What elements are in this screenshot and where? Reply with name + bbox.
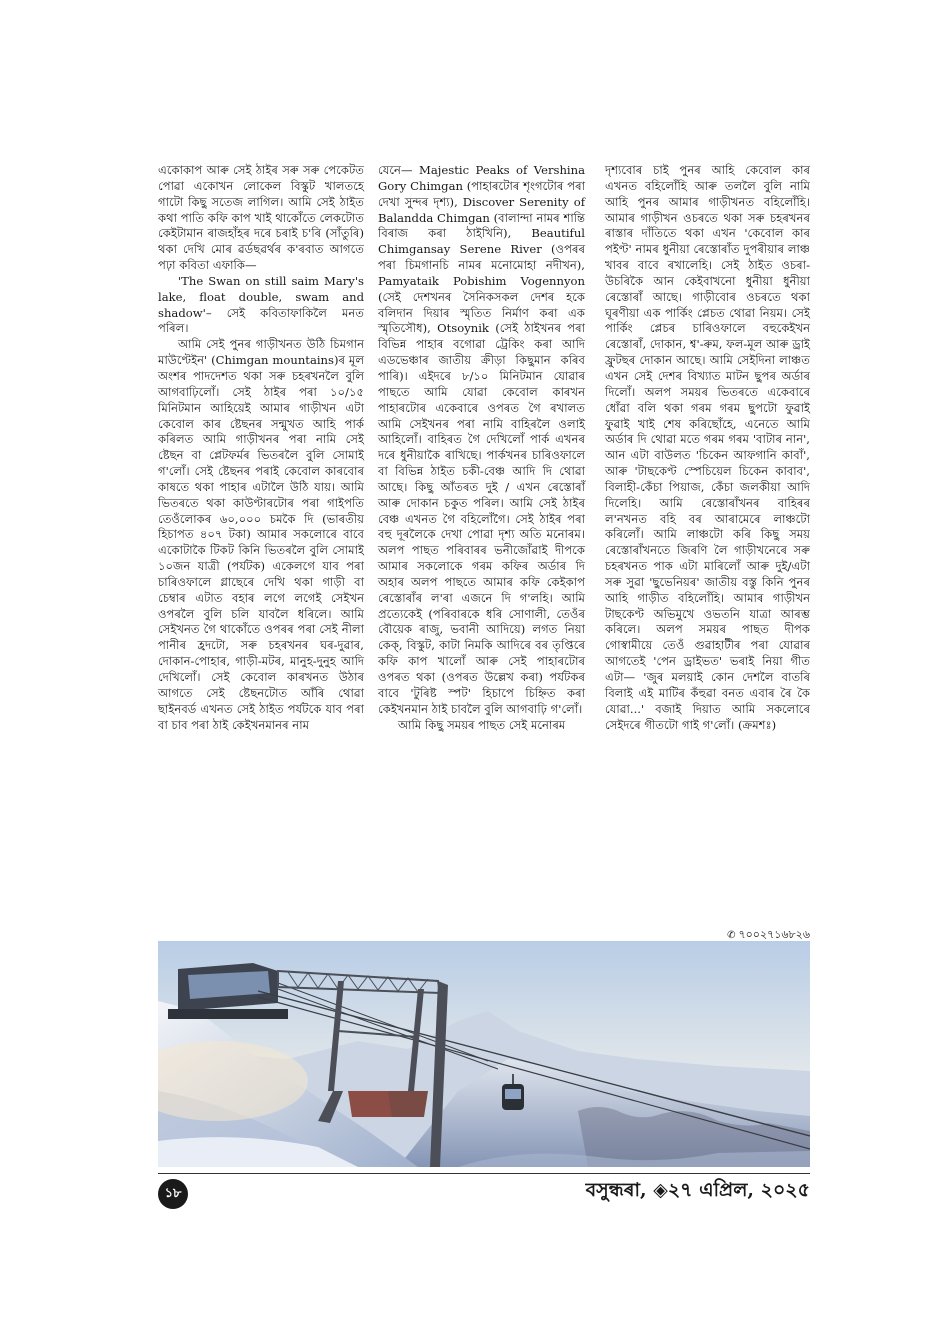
cable-car-photo (158, 941, 810, 1167)
footer-rule (158, 1173, 810, 1174)
publication-masthead: বসুন্ধৰা, ◈২৭ এপ্ৰিল, ২০২৫ (585, 1179, 810, 1201)
paragraph: 'The Swan on still saim Mary's lake, float double, swam and shadow'– সেই কবিতাফাকিলৈ মনত পৰিল। (158, 273, 364, 336)
article-column-3 (605, 163, 810, 733)
paragraph: আমি কিছু সময়ৰ পাছত সেই মনোৰম (398, 717, 566, 732)
article-column-2 (378, 163, 585, 733)
phone-number: ৭০০২৭১৬৮২৬ (738, 928, 810, 941)
paragraph: একোকাপ আৰু সেই ঠাইৰ সৰু সৰু পেকেটত পোৱা একোখন লোকেল বিস্কুট খালতহে গাটো কিছু সতেজ লাগিল। আমি সেই ঠাইত কথা পাতি কফি কাপ খাই থাকোঁতে লেকটোত কেইটামান ৰাজহাঁহৰ দৰে চৰাই চ'ৰি (সাঁতুৰি) থকা দেখি মোৰ ৱৰ্ডছৱৰ্থৰ ক'ৰবাত আগতে পঢ়া কবিতা এফাকি— (158, 163, 364, 273)
phone-icon: ✆ (727, 930, 736, 941)
paragraph: আমি সেই পুনৰ গাড়ীখনত উঠি চিমগান মাউণ্টেইন' (Chimgan mountains)ৰ মূল অংশৰ পাদদেশত থকা সৰু চহৰখনলৈ বুলি আগবাঢ়িলোঁ। সেই ঠাইৰ পৰা ১০/১৫ মিনিটমান আহিয়েই আমাৰ গাড়ীখন এটা কেবোল কাৰ ষ্টেছনৰ সন্মুখত আহি পাৰ্ক কৰিলত আমি গাড়ীখনৰ পৰা নামি সেই ষ্টেছন বা প্লেটফৰ্মৰ ভিতৰলৈ বুলি সোমাই গ'লোঁ। সেই ষ্টেছনৰ পৰাই কেবোল কাৰবোৰ কাষতে থকা পাহাৰ এটালৈ উঠি যায়। আমি ভিতৰতে থকা কাউণ্টাৰটোৰ পৰা গাইপতি তেওঁলোকৰ ৬০,০০০ চমকৈ দি (ভাৰতীয় হিচাপত ৪০৭ টকা) আমাৰ সকলোৰে বাবে একোটাকৈ টিকট কিনি ভিতৰলৈ বুলি সোমাই ১০জন যাত্ৰী (পৰ্যটক) একেলগে যাব পৰা চাৰিওফালে গ্লাছেৰে দেখি থকা গাড়ী বা চেম্বাৰ এটাত বহাৰ লগে লগেই সেইখন ওপৰলৈ বুলি চলি যাবলৈ ধৰিলে। আমি সেইখনত গৈ থাকোঁতে ওপৰৰ পৰা সেই নীলা পানীৰ হ্ৰদটো, সৰু চহৰখনৰ ঘৰ-দুৱাৰ, দোকান-পোহাৰ, গাড়ী-মটৰ, মানুহ-দুনুহ আদি দেখিলোঁ। সেই কেবোল কাৰখনত উঠাৰ আগতে সেই ষ্টেছনটোত আঁৰি থোৱা ছাইনবৰ্ড এখনত সেই ঠাইত পৰ্যটকে যাব পৰা বা চাব পৰা ঠাই কেইখনমানৰ নাম (158, 337, 364, 732)
page-number: ১৮ (158, 1179, 188, 1209)
paragraph: দৃশ্যবোৰ চাই পুনৰ আহি কেবোল কাৰ এখনত বহিলোঁহি আৰু তললৈ বুলি নামি আহি পুনৰ আমাৰ গাড়ীখনত বহিলোঁহি। আমাৰ গাড়ীখন ওচৰতে থকা সৰু চহৰখনৰ ৰাস্তাৰ দাঁতিতে থকা এখন 'কেবোল কাৰ পইণ্ট' নামৰ ধুনীয়া ৰেস্তোৰাঁত দুপৰীয়াৰ লাঞ্চ খাবৰ বাবে ৰখালেহি। সেই ঠাইত ওচৰা-উচৰিকৈ আন কেইবাখনো ধুনীয়া ধুনীয়া ৰেস্তোৰাঁ আছে। গাড়ীবোৰ ওচৰতে থকা ঘূৰণীয়া এক পাৰ্কিং প্লেচত থোৱা নিয়ম। সেই পাৰ্কিং প্লেচৰ চাৰিওফালে বহুকেইখন ৰেস্তোৰাঁ, দোকান, শ্ব'-ৰুম, ফল-মূল আৰু ড্ৰাই ফ্ৰুটছৰ দোকান আছে। আমি সেইদিনা লাঞ্চত এখন সেই দেশৰ বিখ্যাত মাটন ছুপৰ অৰ্ডাৰ দিলোঁ। অলপ সময়ৰ ভিতৰতে একেবাৰে ধোঁৱা বলি থকা গৰম গৰম ছুপটো ফুৱাই ফুৱাই খাই শেষ কৰিছোঁহে, এনেতে আমি অৰ্ডাৰ দি থোৱা মতে গৰম গৰম 'বাটাৰ নান', আন এটা বাউলত 'চিকেন আফগানি কাবাঁ', আৰু 'টাছকেণ্ট স্পেচিয়েল চিকেন কাবাব', বিলাহী-কেঁচা পিয়াজ, কেঁচা জলকীয়া আদি দিলেহি। আমি ৰেস্তোৰাঁখনৰ বাহিৰৰ ল'নখনত বহি বৰ আৰামেৰে লাঞ্চটো কৰিলোঁ। আমি লাঞ্চটো কৰি কিছু সময় ৰেস্তোৰাঁখনতে জিৰণি লৈ গাড়ীখনেৰে সৰু চহৰখনত পাক এটা মাৰিলোঁ আৰু দুই/এটা সৰু সুৱা 'ছুভেনিয়ৰ' জাতীয় বস্তু কিনি পুনৰ আহি গাড়ীত বহিলোঁহি। আমাৰ গাড়ীখন টাছকেণ্ট অভিমুখে ওভতনি যাত্ৰা আৰম্ভ কৰিলে। অলপ সময়ৰ পাছত দীপক গোস্বামীয়ে তেওঁ গুৱাহাটীৰ পৰা যোৱাৰ আগতেই 'পেন ড্ৰাইভত' ভৰাই নিয়া গীত এটা— 'জুৰ মলয়াই কোন দেশলৈ বাতৰি বিলাই এই মাটিৰ কঁহুৱা বনত এবাৰ ৰৈ কৈ যোৱা...' বজাই দিয়াত আমি সকলোৰে সেইদৰে গীতটো গাই গ'লোঁ। (ক্ৰমশঃ) (605, 163, 810, 732)
article-column-1 (158, 163, 364, 733)
paragraph: যেনে— Majestic Peaks of Vershina Gory Chimgan (পাহাৰটোৰ শৃংগটোৰ পৰা দেখা সুন্দৰ দৃশ্য), Discover Serenity of Balandda Chimgan (বালান্দা নামৰ শান্তি বিৰাজ কৰা ঠাইখিনি), Beautiful Chimgansay Serene River (ওপৰৰ পৰা চিমগানচি নামৰ মনোমোহা নদীখন), Pamyataik Pobishim Vogennyon (সেই দেশখনৰ সৈনিকসকল দেশৰ হকে বলিদান দিয়াৰ স্মৃতিত নিৰ্মাণ কৰা এক স্মৃতিসৌধ), Otsoynik (সেই ঠাইখনৰ পৰা বিভিন্ন পাহাৰ বগোৱা ট্ৰেকিং কৰা আদি এডভেঞ্চাৰ জাতীয় ক্ৰীড়া কিছুমান কৰিব পাৰি)। এইদৰে ৮/১০ মিনিটমান যোৱাৰ পাছতে আমি যোৱা কেবোল কাৰখন পাহাৰটোৰ একেবাৰে ওপৰত গৈ ৰখালত আমি সেইখনৰ পৰা নামি বাহিৰলৈ ওলাই আহিলোঁ। বাহিৰত গৈ দেখিলোঁ পাৰ্ক এখনৰ দৰে ধুনীয়াকৈ ৰাখিছে। পাৰ্কখনৰ চাৰিওফালে বা বিভিন্ন ঠাইত চকী-বেঞ্চ আদি দি থোৱা আছে। কিছু আঁতৰত দুই / এখন ৰেস্তোৰাঁ আৰু দোকান চকুত পৰিল। আমি সেই ঠাইৰ বেঞ্চ এখনত গৈ বহিলোঁগৈ। সেই ঠাইৰ পৰা বহু দূৰলৈকে দেখা পোৱা দৃশ্য অতি মনোৰম। অলপ পাছত পৰিবাৰৰ ভনীজোঁৱাই দীপকে আমাৰ সকলোকে গৰম কফিৰ অৰ্ডাৰ দি অহাৰ অলপ পাছতে আমাৰ কফি কেইকাপ ৰেস্তোৰাঁৰ ল'ৰা এজনে দি গ'লহি। আমি প্ৰত্যেকেই (পৰিবাৰকে ধৰি সোণালী, তেওঁৰ বৌয়েক ৰাজু, ভবানী আদিয়ে) লগত নিয়া কেক্, বিস্কুট, কাটা নিমকি আদিৰে বৰ তৃপ্তিৰে কফি কাপ খালোঁ আৰু সেই পাহাৰটোৰ ওপৰত থকা (ওপৰত উল্লেখ কৰা) পৰ্যটকৰ বাবে 'টুৰিষ্ট স্পট' হিচাপে চিহ্নিত কৰা কেইখনমান ঠাই চাবলৈ বুলি আগবাঢ়ি গ'লোঁ। (378, 163, 585, 716)
